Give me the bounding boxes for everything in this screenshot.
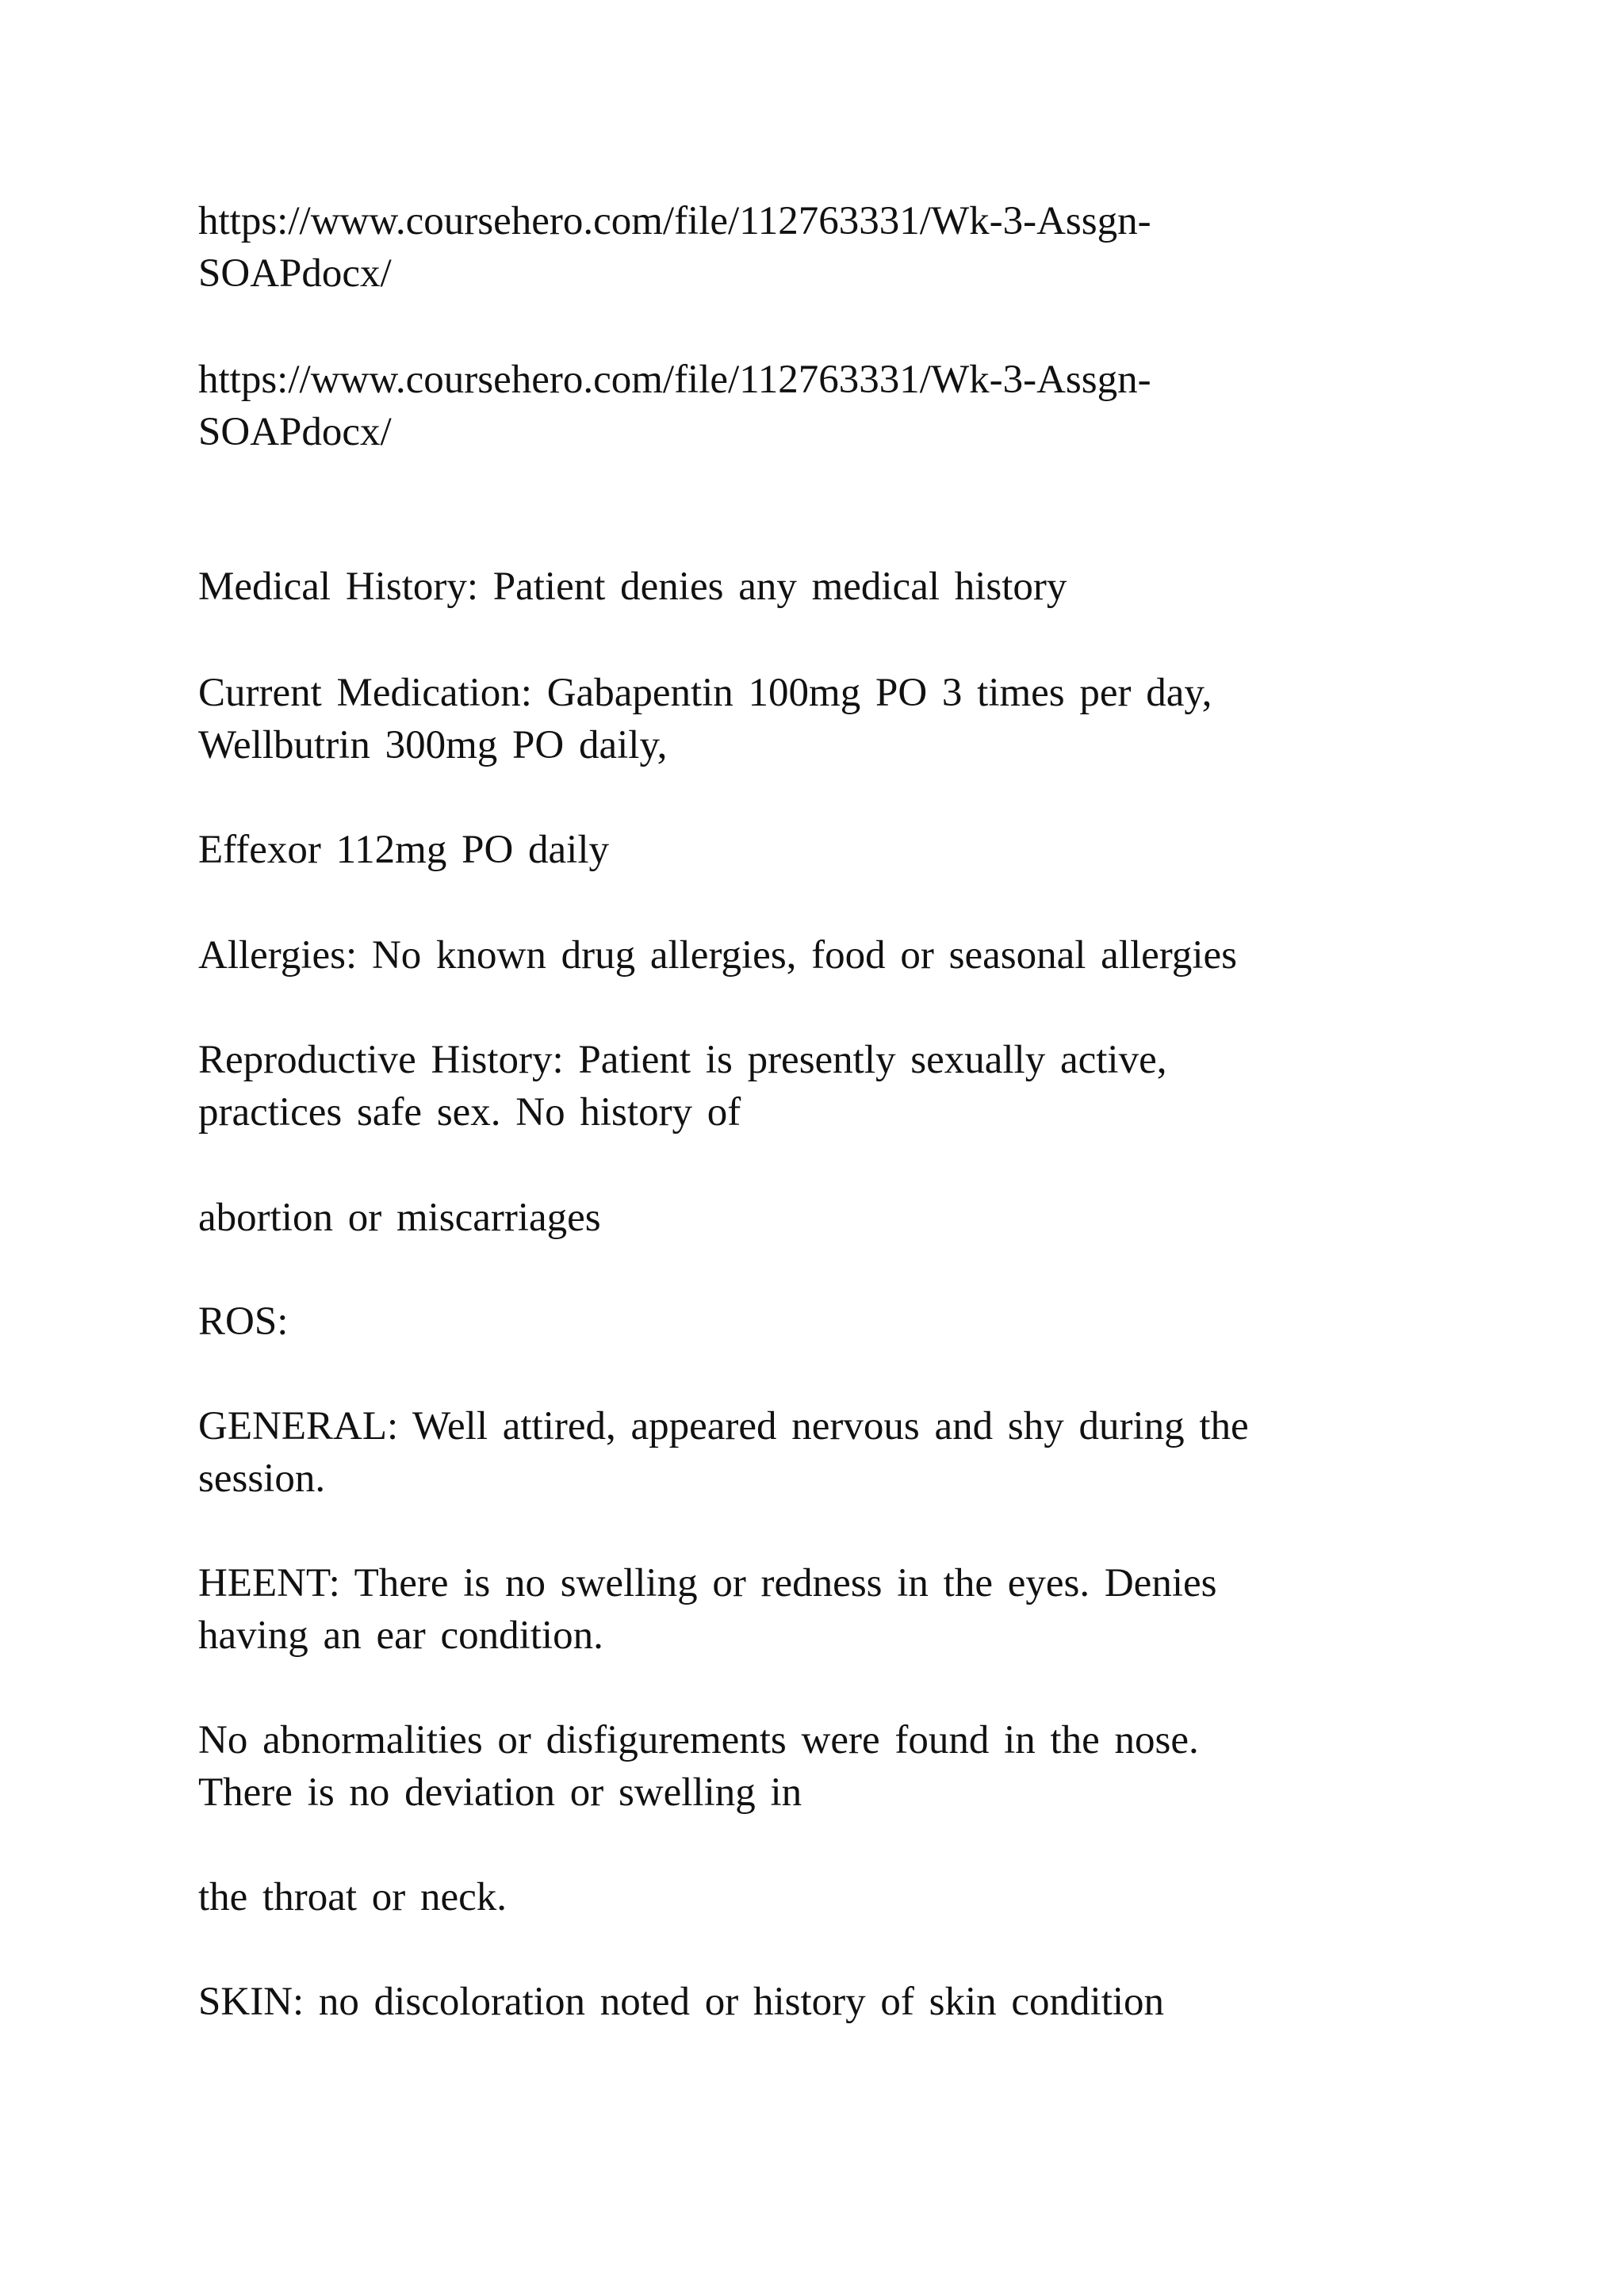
current-medication-paragraph [198,667,1435,771]
medical-history-paragraph [198,561,1435,613]
skin-paragraph [198,1976,1435,2028]
text-line: HEENT: There is no swelling or redness in the eyes. Denies [198,1561,1217,1605]
text-line: abortion or miscarriages [198,1196,601,1240]
ros-heading [198,1295,1435,1348]
text-line: Medical History: Patient denies any medical history [198,564,1067,609]
text-line: SOAPdocx/ [198,410,392,454]
source-url-paragraph [198,195,1435,300]
reproductive-history-paragraph [198,1034,1435,1138]
text-line: https://www.coursehero.com/file/112763331/Wk-3-Assgn- [198,358,1151,402]
text-line: ROS: [198,1299,289,1344]
nose-paragraph [198,1714,1435,1819]
text-line: SOAPdocx/ [198,251,392,296]
reproductive-history-continued-paragraph [198,1192,1435,1244]
throat-paragraph [198,1871,1435,1923]
text-line: practices safe sex. No history of [198,1090,741,1135]
text-line: Wellbutrin 300mg PO daily, [198,723,668,767]
text-line: session. [198,1456,326,1501]
text-line: Effexor 112mg PO daily [198,828,610,872]
text-line: https://www.coursehero.com/file/112763331/Wk-3-Assgn- [198,199,1151,243]
text-line: Current Medication: Gabapentin 100mg PO 3 times per day, [198,671,1212,715]
text-line: Reproductive History: Patient is presently sexually active, [198,1038,1167,1082]
text-line: having an ear condition. [198,1613,603,1658]
text-line: SKIN: no discoloration noted or history of skin condition [198,1980,1165,2024]
text-line: No abnormalities or disfigurements were found in the nose. [198,1718,1199,1762]
allergies-paragraph [198,929,1435,982]
text-line: the throat or neck. [198,1875,508,1919]
text-line: Allergies: No known drug allergies, food or seasonal allergies [198,933,1237,978]
text-line: There is no deviation or swelling in [198,1770,802,1815]
source-url-paragraph [198,354,1435,458]
medication-continued-paragraph [198,824,1435,876]
text-line: GENERAL: Well attired, appeared nervous and shy during the [198,1404,1249,1448]
general-paragraph [198,1400,1435,1505]
heent-paragraph [198,1557,1435,1662]
